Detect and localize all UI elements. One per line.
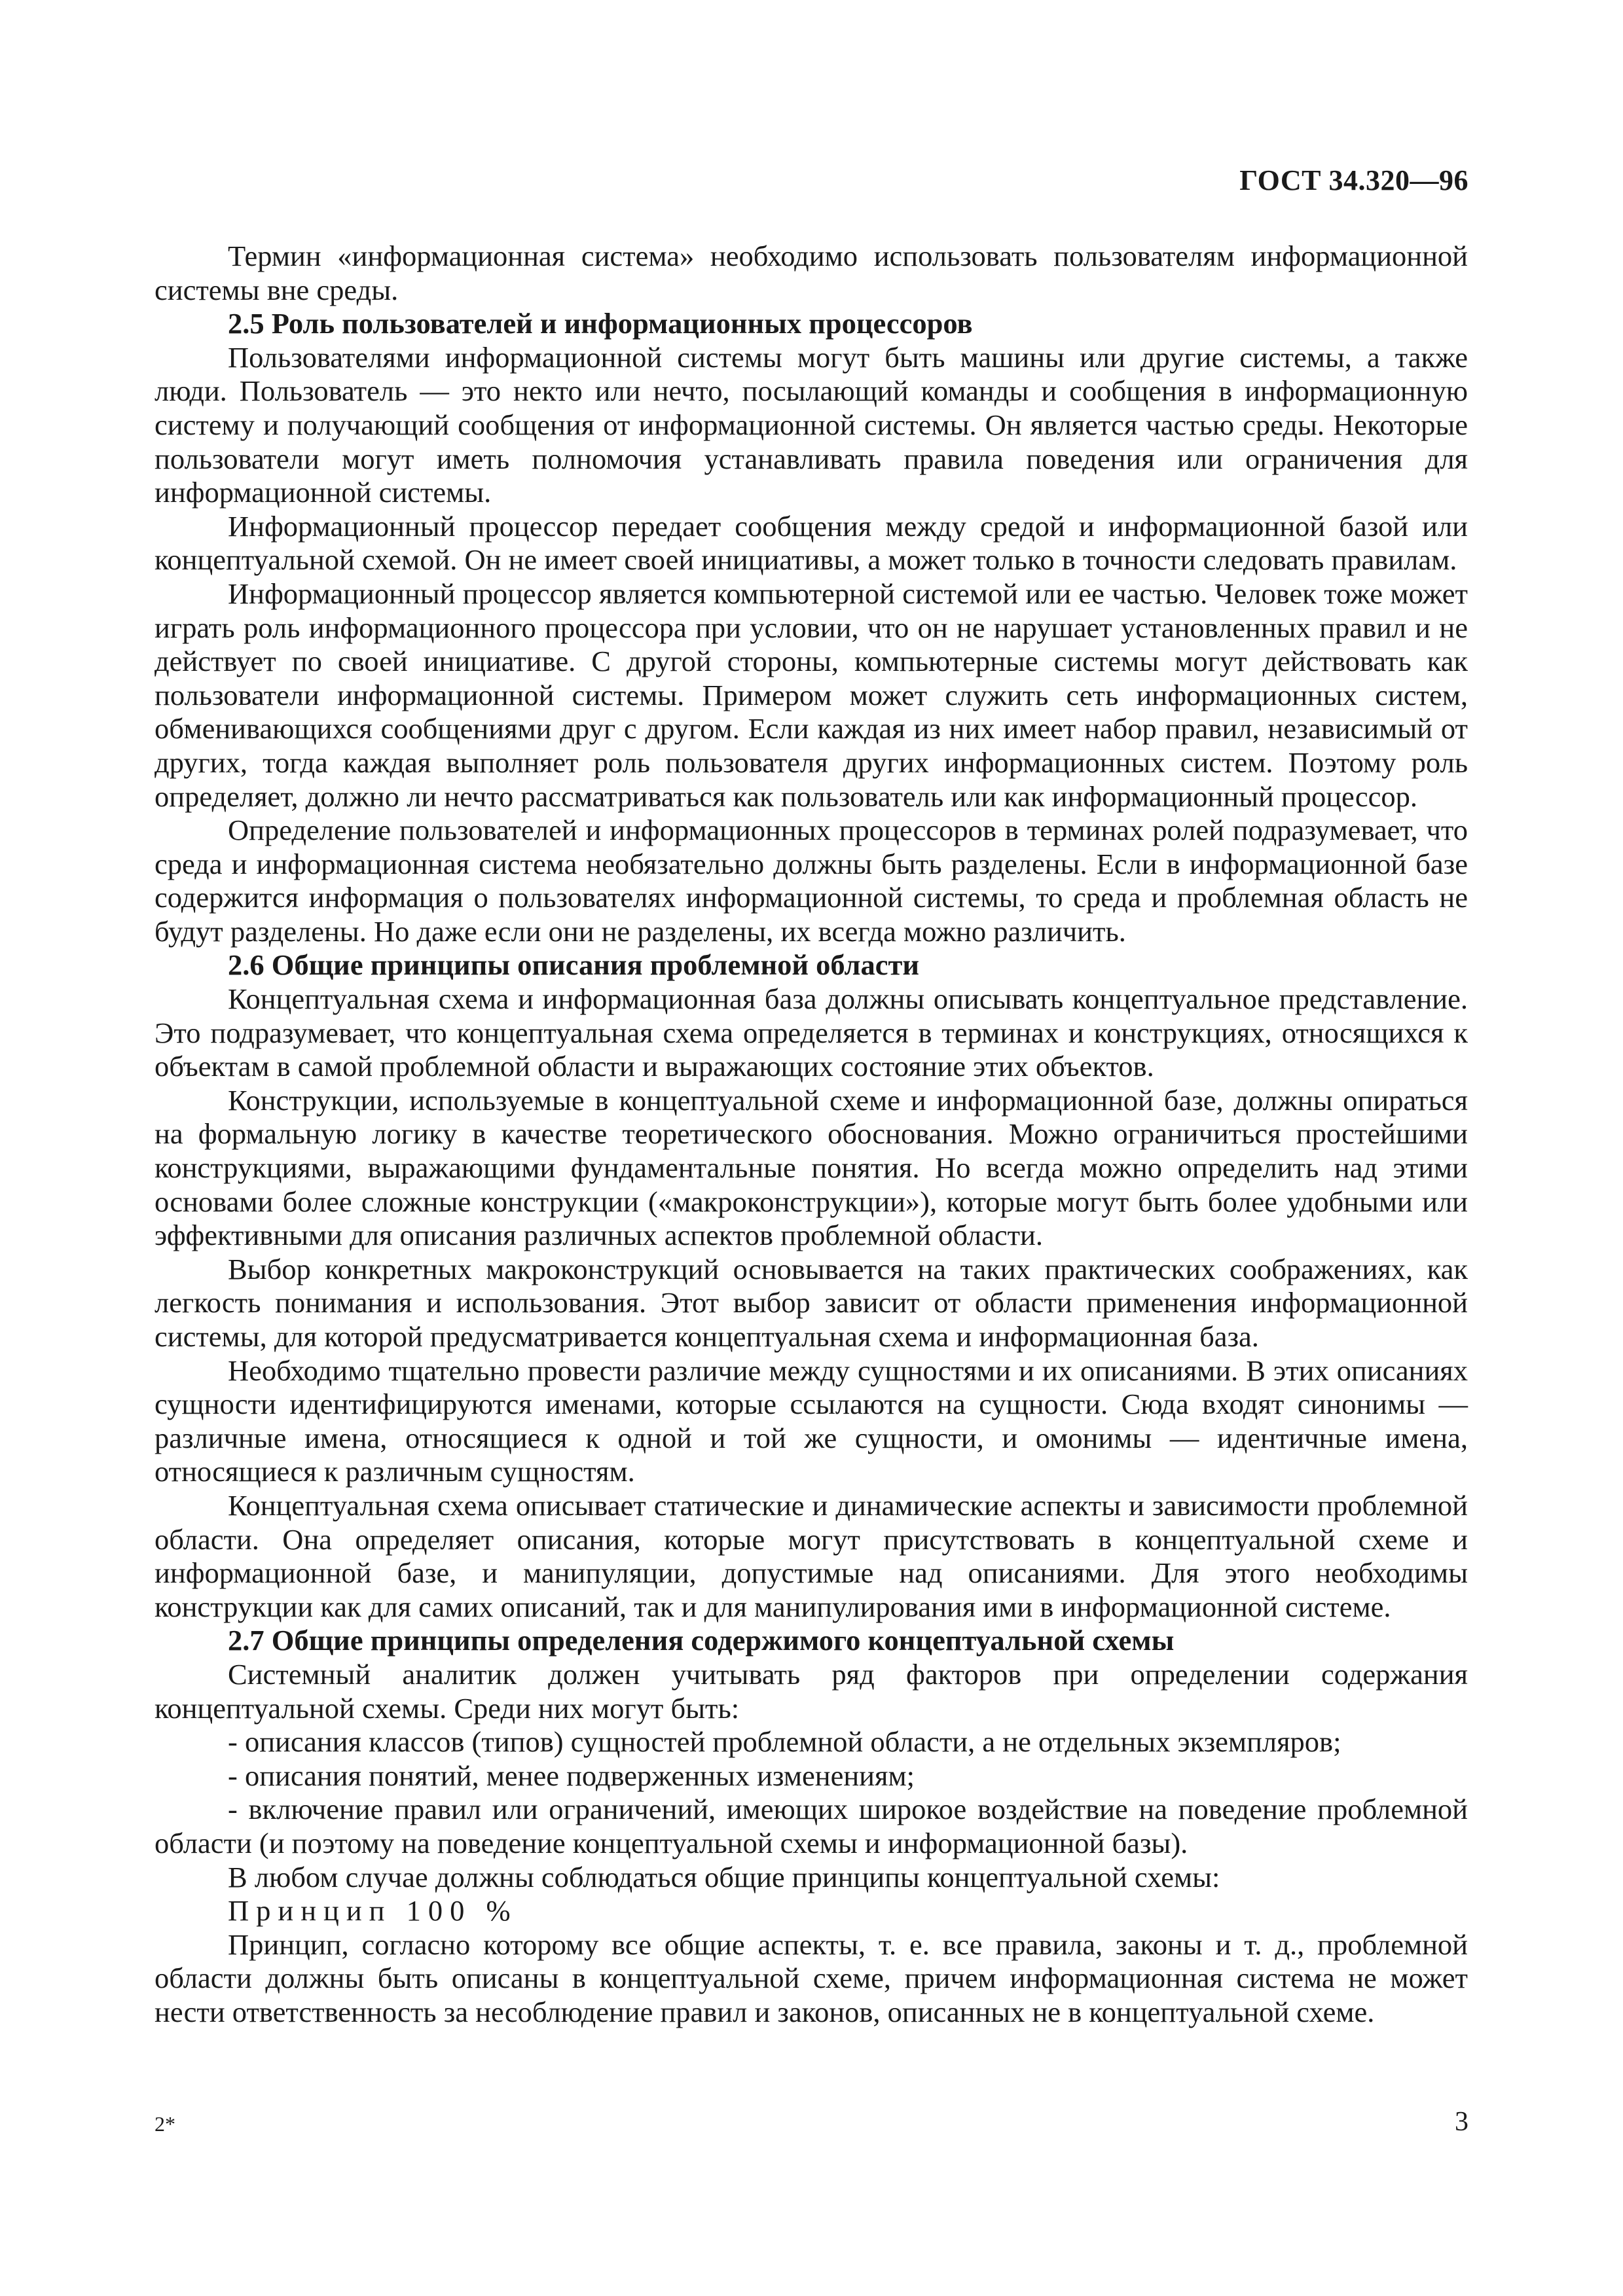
paragraph-processor-computer: Информационный процессор является компьютерной системой или ее частью. Человек тоже может играть роль информационного процессора при условии, что он не нарушает установленных правил и не действует по своей инициативе. С другой стороны, компьютерные системы могут действовать как пользователи информационной системы. Примером может служить сеть информационных систем, обменивающихся сообщениями друг с другом. Если каждая из них имеет набор правил, независимый от других, тогда каждая выполняет роль пользователя других информационных систем. Поэтому роль определяет, должно ли нечто рассматриваться как пользователь или как информационный процессор.: [155, 577, 1468, 813]
list-item: - включение правил или ограничений, имеющих широкое воздействие на поведение проблемной области (и поэтому на поведение концептуальной схемы и информационной базы).: [155, 1793, 1468, 1859]
section-heading-2-7: 2.7 Общие принципы определения содержимого концептуальной схемы: [228, 1624, 1175, 1657]
paragraph-roles-definition: Определение пользователей и информационных процессоров в терминах ролей подразумевает, что среда и информационная система необязательно должны быть разделены. Если в информационной базе содержится информация о пользователях информационной системы, то среда и проблемная область не будут разделены. Но даже если они не разделены, их всегда можно различить.: [155, 814, 1468, 948]
standard-number: ГОСТ 34.320—96: [1239, 164, 1468, 196]
section-heading-2-6: 2.6 Общие принципы описания проблемной области: [228, 948, 920, 982]
principle-title: Принцип 100 %: [228, 1894, 518, 1928]
section-heading-2-5: 2.5 Роль пользователей и информационных процессоров: [228, 307, 973, 340]
page-number: 3: [1455, 2107, 1468, 2137]
sheet-mark: 2*: [155, 2112, 175, 2136]
list-item: - описания классов (типов) сущностей проблемной области, а не отдельных экземпляров;: [228, 1725, 1341, 1759]
paragraph-entities: Необходимо тщательно провести различие между сущностями и их описаниями. В этих описаниях сущности идентифицируются именами, которые ссылаются на сущности. Сюда входят синонимы — различные имена, относящиеся к одной и той же сущности, и омонимы — идентичные имена, относящиеся к различным сущностям.: [155, 1354, 1468, 1488]
paragraph-schema-aspects: Концептуальная схема описывает статические и динамические аспекты и зависимости проблемной области. Она определяет описания, которые могут присутствовать в концептуальной схеме и информационной базе, и манипуляции, допустимые над описаниями. Для этого необходимы конструкции как для самих описаний, так и для манипулирования ими в информационной системе.: [155, 1488, 1468, 1623]
paragraph-term-note: Термин «информационная система» необходимо использовать пользователям информационной системы вне среды.: [155, 240, 1468, 306]
paragraph-principle-100: Принцип, согласно которому все общие аспекты, т. е. все правила, законы и т. д., проблемной области должны быть описаны в концептуальной схеме, причем информационная система не может нести ответственность за несоблюдение правил и законов, описанных не в концептуальной схеме.: [155, 1928, 1468, 2028]
document-body: [155, 240, 1468, 2029]
paragraph-constructs: Конструкции, используемые в концептуальной схеме и информационной базе, должны опираться на формальную логику в качестве теоретического обоснования. Можно ограничиться простейшими конструкциями, выражающими фундаментальные понятия. Но всегда можно определить над этими основами более сложные конструкции («макроконструкции»), которые могут быть более удобными или эффективными для описания различных аспектов проблемной области.: [155, 1083, 1468, 1252]
paragraph-conceptual-view: Концептуальная схема и информационная база должны описывать концептуальное представление. Это подразумевает, что концептуальная схема определяется в терминах и конструкциях, относящихся к объектам в самой проблемной области и выражающих состояние этих объектов.: [155, 982, 1468, 1083]
paragraph-processor-role: Информационный процессор передает сообщения между средой и информационной базой или концептуальной схемой. Он не имеет своей инициативы, а может только в точности следовать правилам.: [155, 509, 1468, 577]
paragraph-general-principles: В любом случае должны соблюдаться общие принципы концептуальной схемы:: [228, 1860, 1220, 1893]
paragraph-macroconstructs: Выбор конкретных макроконструкций основывается на таких практических соображениях, как легкость понимания и использования. Этот выбор зависит от области применения информационной системы, для которой предусматривается концептуальная схема и информационная база.: [155, 1252, 1468, 1353]
paragraph-users: Пользователями информационной системы могут быть машины или другие системы, а также люди. Пользователь — это некто или нечто, посылающий команды и сообщения в информационную систему и получающий сообщения от информационной системы. Он является частью среды. Некоторые пользователи могут иметь полномочия устанавливать правила поведения или ограничения для информационной системы.: [155, 340, 1468, 509]
list-item: - описания понятий, менее подверженных изменениям;: [228, 1759, 915, 1792]
paragraph-analyst-factors: Системный аналитик должен учитывать ряд факторов при определении содержания концептуальной схемы. Среди них могут быть:: [155, 1657, 1468, 1725]
